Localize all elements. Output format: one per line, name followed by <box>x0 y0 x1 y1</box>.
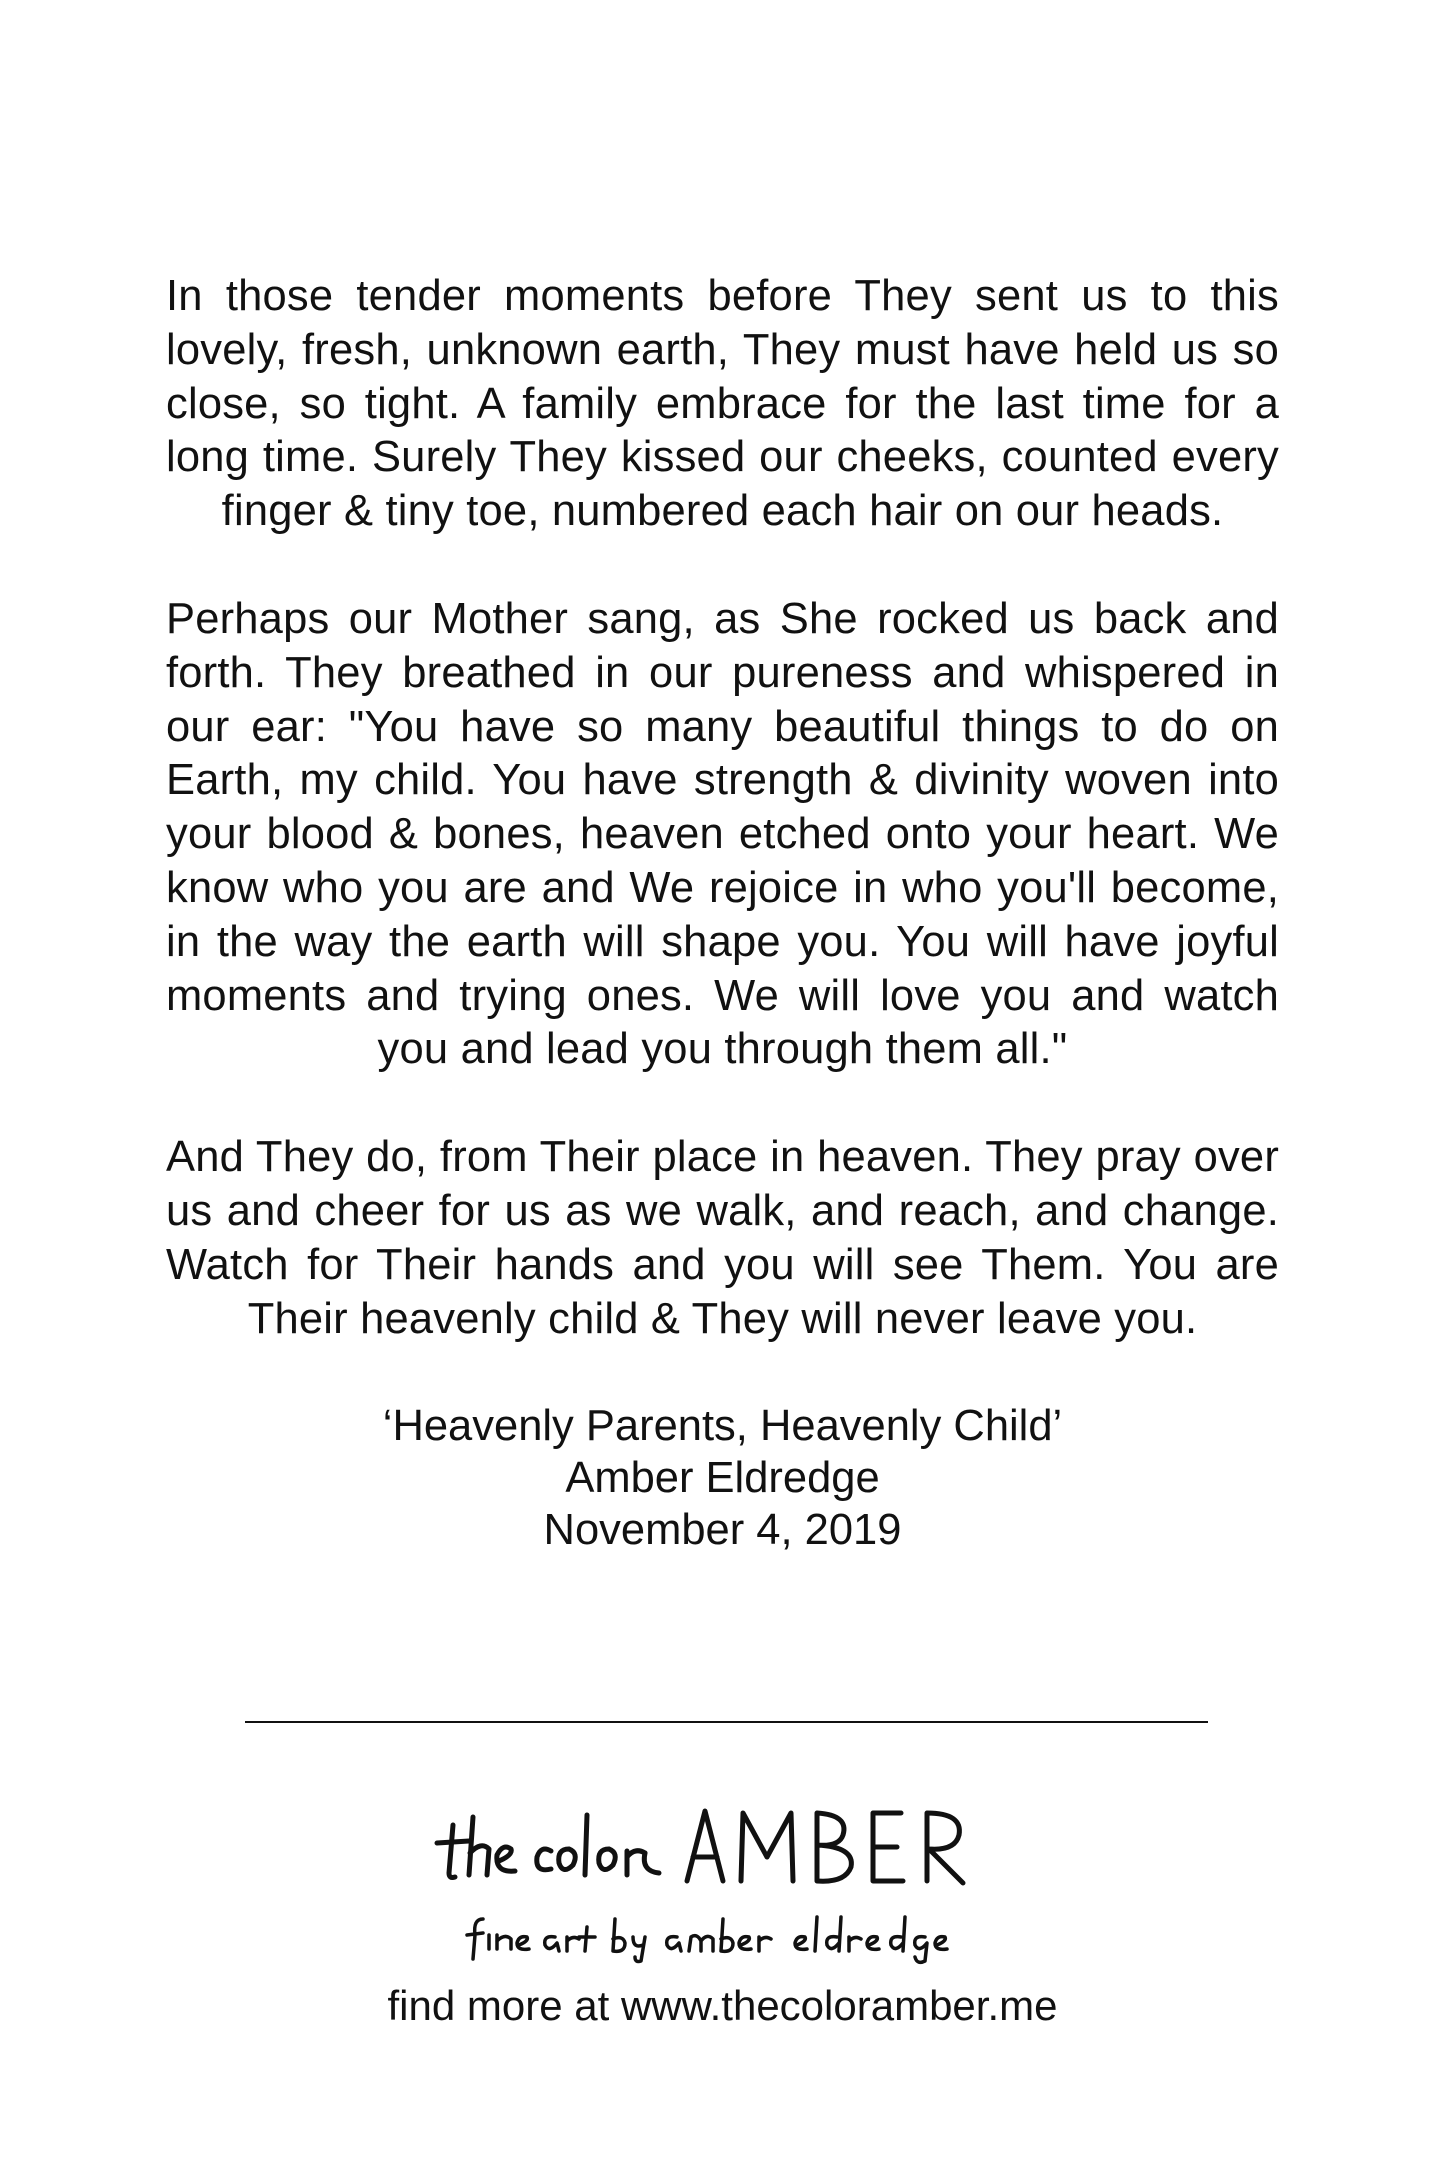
artwork-date: November 4, 2019 <box>543 1506 902 1554</box>
artwork-title: ‘Heavenly Parents, Heavenly Child’ <box>382 1402 1063 1450</box>
credit-block <box>0 1400 1445 1556</box>
poem-paragraph-3: And They do, from Their place in heaven. They pray over us and cheer for us as we walk, and reach, and change. Watch for Their hands and you will see Them. You are Their heavenly child & They will never leave you. <box>166 1133 1279 1343</box>
poem-paragraph-2: Perhaps our Mother sang, as She rocked us back and forth. They breathed in our pureness and whispered in our ear: "You have so many beautiful things to do on Earth, my child. You have strength & divinity woven into your blood & bones, heaven etched onto your heart. We know who you are and We rejoice in who you'll become, in the way the earth will shape you. You will have joyful moments and trying ones. We will love you and watch you and lead you through them all." <box>166 594 1279 1074</box>
website-link-text: find more at www.thecoloramber.me <box>387 1982 1058 2029</box>
brand-logo <box>0 1795 1445 1895</box>
poem-paragraph-1: In those tender moments before They sent us to this lovely, fresh, unknown earth, They must have held us so close, so tight. A family embrace for the last time for a long time. Surely They kissed our cheeks, counted every finger & tiny toe, numbered each hair on our heads. <box>166 272 1279 536</box>
author-name: Amber Eldredge <box>565 1454 880 1502</box>
brand-tagline <box>0 1905 1445 1965</box>
divider-line <box>245 1721 1208 1723</box>
poem-text <box>166 270 1279 1346</box>
